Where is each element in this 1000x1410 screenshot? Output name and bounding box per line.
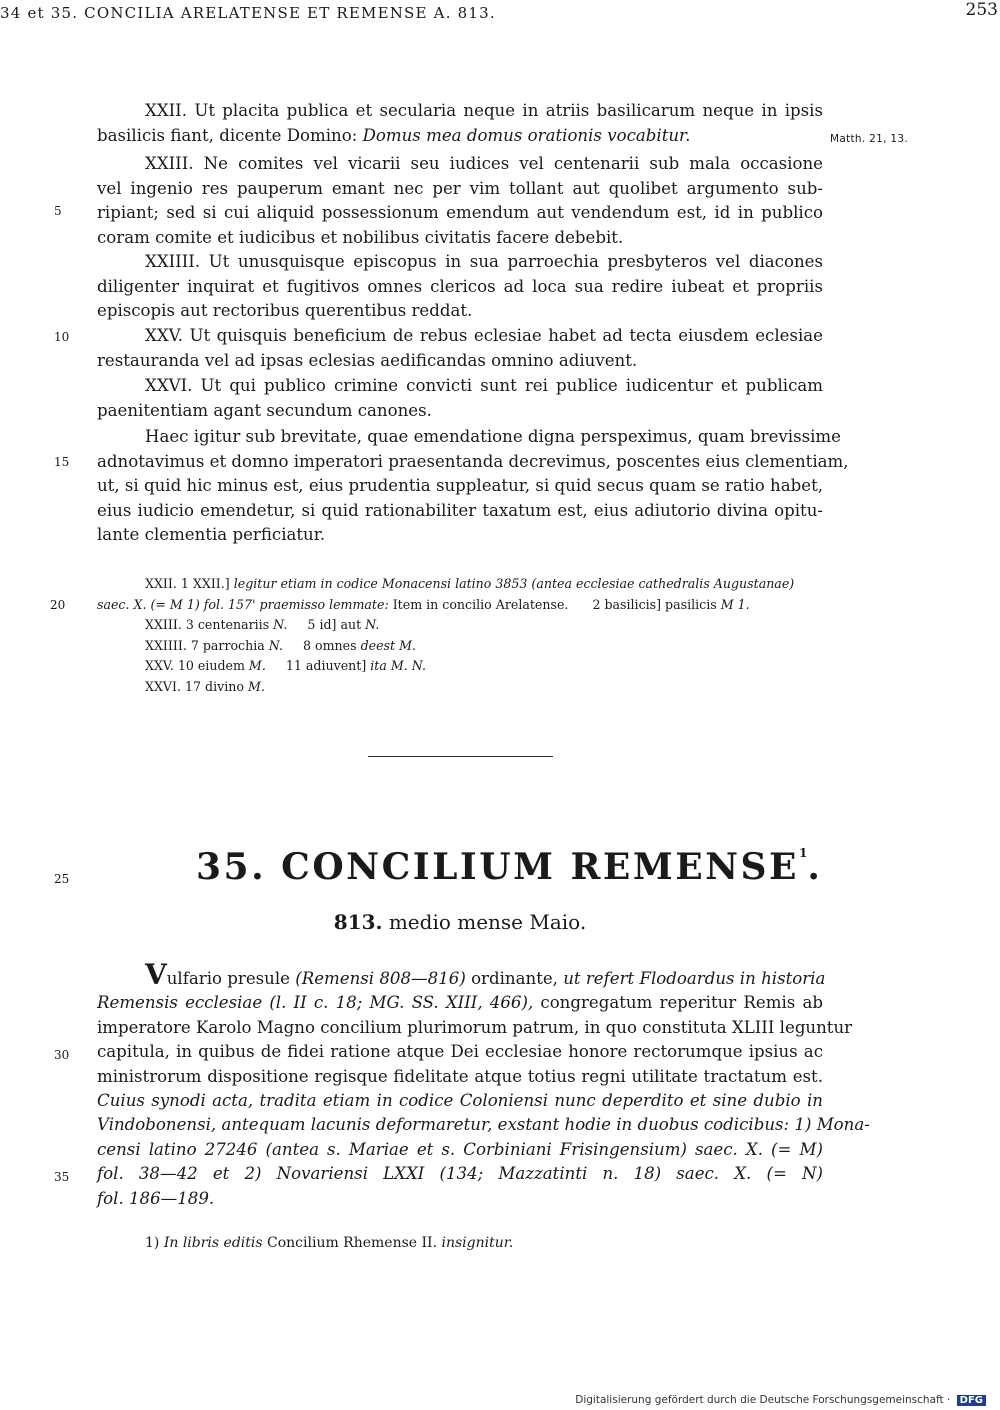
text-line: basilicis fiant, dicente Domino: Domus mea domus orationis vocabitur.	[97, 125, 691, 145]
chapter-date: 813. medio mense Maio.	[333, 910, 587, 934]
drop-capital: V	[145, 958, 167, 991]
line-number: 25	[54, 872, 70, 886]
canon-xxv	[97, 324, 823, 373]
canon-xxvi	[97, 374, 823, 423]
footnote: 1) In libris editis Concilium Rhemense II. insignitur.	[145, 1235, 514, 1251]
text-line: vel ingenio res pauperum emant nec per vim tollant aut quolibet argumento sub-	[97, 178, 823, 198]
text-line: XXIII. Ne comites vel vicarii seu iudices vel centenarii sub mala occasione	[145, 154, 823, 173]
closing-paragraph	[97, 425, 849, 548]
apparatus-line: XXIII. 3 centenariis N. 5 id] aut N.	[145, 617, 380, 633]
text-line: ministrorum dispositione regisque fidelitate atque totius regni utilitate tractatum est.	[97, 1066, 823, 1086]
running-title: 34 et 35. CONCILIA ARELATENSE ET REMENSE A. 813.	[0, 4, 496, 22]
text-line: coram comite et iudicibus et nobilibus civitatis facere debebit.	[97, 227, 624, 247]
chapter-title: 35. CONCILIUM REMENSE$^1$.	[196, 846, 823, 888]
line-number: 5	[54, 204, 62, 218]
text-line: Vulfario presule (Remensi 808—816) ordinante, ut refert Flodoardus in historia	[145, 958, 826, 991]
text-line: fol. 186—189.	[97, 1188, 215, 1208]
text-line: diligenter inquirat et fugitivos omnes clericos ad loca sua redire iubeat et propriis	[97, 276, 823, 296]
text-line: restauranda vel ad ipsas eclesias aedificandas omnino adiuvent.	[97, 350, 638, 370]
apparatus-line: XXIIII. 7 parrochia N. 8 omnes deest M.	[145, 637, 416, 653]
line-number: 10	[54, 330, 70, 344]
line-number: 15	[54, 455, 70, 469]
text-line: capitula, in quibus de fidei ratione atque Dei ecclesiae honore rectorumque ipsius ac	[97, 1042, 823, 1062]
text-line: censi latino 27246 (antea s. Mariae et s. Corbiniani Frisingensium) saec. X. (= M)	[97, 1139, 823, 1159]
section-divider	[368, 756, 553, 757]
canon-xxiii	[97, 152, 823, 250]
page-number: 253	[965, 0, 998, 20]
canon-xxii	[97, 99, 823, 148]
line-number: 30	[54, 1048, 70, 1062]
text-line: XXVI. Ut qui publico crimine convicti sunt rei publice iudicentur et publicam	[145, 376, 823, 395]
text-line: ut, si quid hic minus est, eius prudentia suppleatur, si quid secus quam se ratio habet,	[97, 476, 824, 496]
apparatus-line: XXVI. 17 divino M.	[145, 678, 265, 694]
text-line: adnotavimus et domno imperatori praesentanda decrevimus, poscentes eius clementiam,	[97, 451, 849, 471]
dfg-logo: DFG	[957, 1395, 986, 1406]
text-line: fol. 38—42 et 2) Novariensi LXXI (134; Mazzatinti n. 18) saec. X. (= N)	[97, 1164, 823, 1184]
text-line: XXII. Ut placita publica et secularia neque in atriis basilicarum neque in ipsis	[145, 101, 823, 120]
text-line: Haec igitur sub brevitate, quae emendatione digna perspeximus, quam brevissime	[145, 427, 841, 446]
line-number: 35	[54, 1170, 70, 1184]
text-line: lante clementia perficiatur.	[97, 525, 326, 545]
apparatus-line: XXV. 10 eiudem M. 11 adiuvent] ita M. N.	[145, 658, 426, 674]
text-line: XXV. Ut quisquis beneficium de rebus eclesiae habet ad tecta eiusdem eclesiae	[145, 326, 823, 345]
digitization-credit: Digitalisierung gefördert durch die Deutsche Forschungsgemeinschaft · DFG	[575, 1394, 986, 1406]
footnote-marker: 1	[799, 846, 808, 860]
margin-reference: Matth. 21, 13.	[830, 133, 908, 145]
canon-xxiiii	[97, 250, 823, 324]
text-line: imperatore Karolo Magno concilium plurimorum patrum, in quo constituta XLIII leguntur	[97, 1017, 853, 1037]
text-line: Vindobonensi, antequam lacunis deformaretur, exstant hodie in duobus codicibus: 1) Mona-	[97, 1115, 870, 1135]
apparatus-line: XXII. 1 XXII.] legitur etiam in codice Monacensi latino 3853 (antea ecclesiae cathedralis Augustanae)	[145, 576, 795, 591]
apparatus-line: saec. X. (= M 1) fol. 157' praemisso lemmate: Item in concilio Arelatense. 2 basilicis] pasilicis M 1.	[97, 596, 750, 612]
text-line: episcopis aut rectoribus querentibus reddat.	[97, 301, 473, 321]
text-line: Remensis ecclesiae (l. II c. 18; MG. SS. XIII, 466), congregatum reperitur Remis ab	[97, 993, 823, 1013]
text-line: eius iudicio emendetur, si quid rationabiliter taxatum est, eius adiutorio divina opitu-	[97, 500, 823, 520]
text-line: ripiant; sed si cui aliquid possessionum emendum aut vendendum est, id in publico	[97, 203, 823, 223]
text-line: paenitentiam agant secundum canones.	[97, 400, 432, 420]
running-head	[0, 0, 998, 24]
line-number: 20	[50, 598, 66, 612]
text-line: XXIIII. Ut unusquisque episcopus in sua parroechia presbyteros vel diacones	[145, 252, 823, 271]
critical-apparatus	[97, 574, 825, 698]
text-line: Cuius synodi acta, tradita etiam in codice Coloniensi nunc deperdito et sine dubio in	[97, 1091, 823, 1111]
chapter-introduction	[97, 958, 870, 1211]
